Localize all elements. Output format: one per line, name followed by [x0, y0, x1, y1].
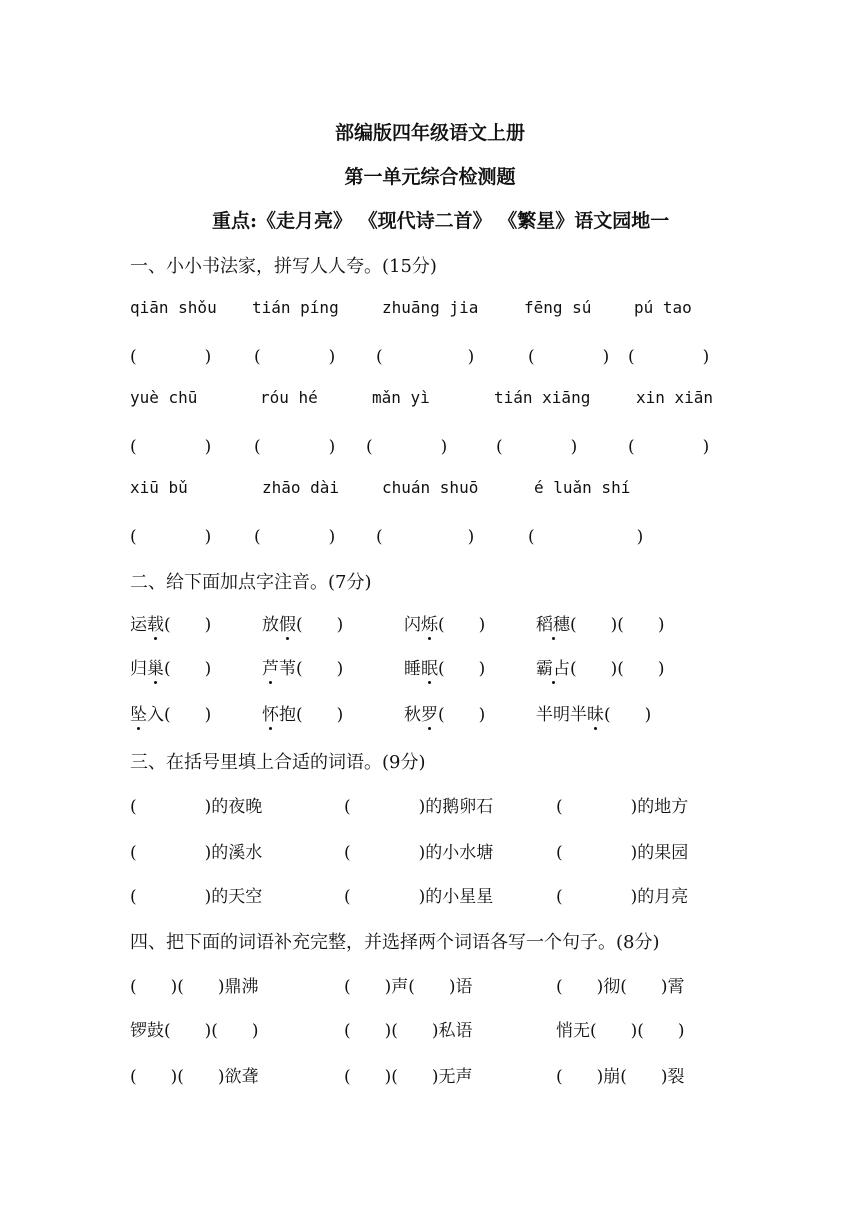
fill-item[interactable]: ( )的小星星 — [344, 887, 494, 907]
answer-blank[interactable]: ( ) — [366, 437, 448, 457]
pinyin-item: zhuāng jia — [382, 298, 479, 317]
q1-answer-row-1 — [130, 342, 730, 368]
phonetic-item: 放假( ) — [262, 610, 343, 635]
idiom-item[interactable]: 悄无( )( ) — [556, 1021, 685, 1041]
worksheet-subtitle: 第一单元综合检测题 — [344, 166, 516, 188]
fill-item[interactable]: ( )的夜晚 — [130, 797, 263, 817]
answer-blank[interactable]: ( ) — [376, 527, 475, 547]
q4-row-2 — [130, 1016, 730, 1042]
q2-row-3 — [130, 700, 730, 726]
worksheet-title: 部编版四年级语文上册 — [334, 122, 525, 144]
pinyin-item: zhāo dài — [262, 478, 340, 497]
fill-item[interactable]: ( )的小水塘 — [344, 843, 494, 863]
fill-item[interactable]: ( )的果园 — [556, 843, 689, 863]
idiom-item[interactable]: 锣鼓( )( ) — [130, 1021, 259, 1041]
q3-row-2 — [130, 838, 730, 864]
answer-blank[interactable]: ( ) — [376, 347, 475, 367]
answer-blank[interactable]: ( ) — [130, 527, 212, 547]
phonetic-item: 闪烁( ) — [404, 610, 485, 635]
pinyin-item: é luǎn shí — [534, 478, 631, 497]
q2-row-1 — [130, 610, 730, 636]
fill-item[interactable]: ( )的月亮 — [556, 887, 689, 907]
phonetic-item: 运载( ) — [130, 610, 211, 635]
pinyin-item: mǎn yì — [372, 388, 430, 407]
q1-answer-row-3 — [130, 522, 730, 548]
q2-heading: 二、给下面加点字注音。(7分) — [130, 572, 372, 593]
idiom-item[interactable]: ( )( )无声 — [344, 1067, 473, 1087]
q3-row-1 — [130, 792, 730, 818]
q3-row-3 — [130, 882, 730, 908]
phonetic-item: 坠入( ) — [130, 700, 211, 725]
focus-lessons: 重点:《走月亮》 《现代诗二首》 《繁星》语文园地一 — [212, 210, 670, 232]
idiom-item[interactable]: ( )崩( )裂 — [556, 1067, 685, 1087]
fill-item[interactable]: ( )的鹅卵石 — [344, 797, 494, 817]
answer-blank[interactable]: ( ) — [528, 347, 610, 367]
answer-blank[interactable]: ( ) — [254, 527, 336, 547]
fill-item[interactable]: ( )的溪水 — [130, 843, 263, 863]
answer-blank[interactable]: ( ) — [130, 347, 212, 367]
pinyin-item: róu hé — [260, 388, 318, 407]
phonetic-item: 芦苇( ) — [262, 654, 343, 679]
idiom-item[interactable]: ( )彻( )霄 — [556, 977, 685, 997]
pinyin-item: qiān shǒu — [130, 298, 217, 317]
answer-blank[interactable]: ( ) — [130, 437, 212, 457]
pinyin-item: chuán shuō — [382, 478, 479, 497]
pinyin-item: tián xiāng — [494, 388, 591, 407]
answer-blank[interactable]: ( ) — [528, 527, 644, 547]
pinyin-item: tián píng — [252, 298, 339, 317]
q1-answer-row-2 — [130, 432, 730, 458]
pinyin-item: xiū bǔ — [130, 478, 188, 497]
q4-row-1 — [130, 972, 730, 998]
pinyin-item: yuè chū — [130, 388, 198, 407]
q1-heading: 一、小小书法家，拼写人人夸。(15分) — [130, 256, 437, 277]
q1-pinyin-row-2 — [130, 388, 730, 414]
answer-blank[interactable]: ( ) — [496, 437, 578, 457]
answer-blank[interactable]: ( ) — [254, 347, 336, 367]
phonetic-item: 稻穗( )( ) — [536, 610, 665, 635]
q1-pinyin-row-3 — [130, 478, 730, 504]
fill-item[interactable]: ( )的地方 — [556, 797, 689, 817]
phonetic-item: 睡眠( ) — [404, 654, 485, 679]
q1-pinyin-row-1 — [130, 298, 730, 324]
q3-heading: 三、在括号里填上合适的词语。(9分) — [130, 752, 426, 773]
answer-blank[interactable]: ( ) — [628, 347, 710, 367]
idiom-item[interactable]: ( )( )私语 — [344, 1021, 473, 1041]
pinyin-item: xin xiān — [636, 388, 714, 407]
fill-item[interactable]: ( )的天空 — [130, 887, 263, 907]
idiom-item[interactable]: ( )( )欲聋 — [130, 1067, 259, 1087]
pinyin-item: fēng sú — [524, 298, 592, 317]
answer-blank[interactable]: ( ) — [254, 437, 336, 457]
idiom-item[interactable]: ( )声( )语 — [344, 977, 473, 997]
phonetic-item: 归巢( ) — [130, 654, 211, 679]
q4-heading: 四、把下面的词语补充完整，并选择两个词语各写一个句子。(8分) — [130, 932, 660, 953]
phonetic-item: 半明半昧( ) — [536, 700, 651, 725]
phonetic-item: 秋罗( ) — [404, 700, 485, 725]
answer-blank[interactable]: ( ) — [628, 437, 710, 457]
pinyin-item: pú tao — [634, 298, 692, 317]
idiom-item[interactable]: ( )( )鼎沸 — [130, 977, 259, 997]
q4-row-3 — [130, 1062, 730, 1088]
phonetic-item: 霸占( )( ) — [536, 654, 665, 679]
q2-row-2 — [130, 654, 730, 680]
phonetic-item: 怀抱( ) — [262, 700, 343, 725]
